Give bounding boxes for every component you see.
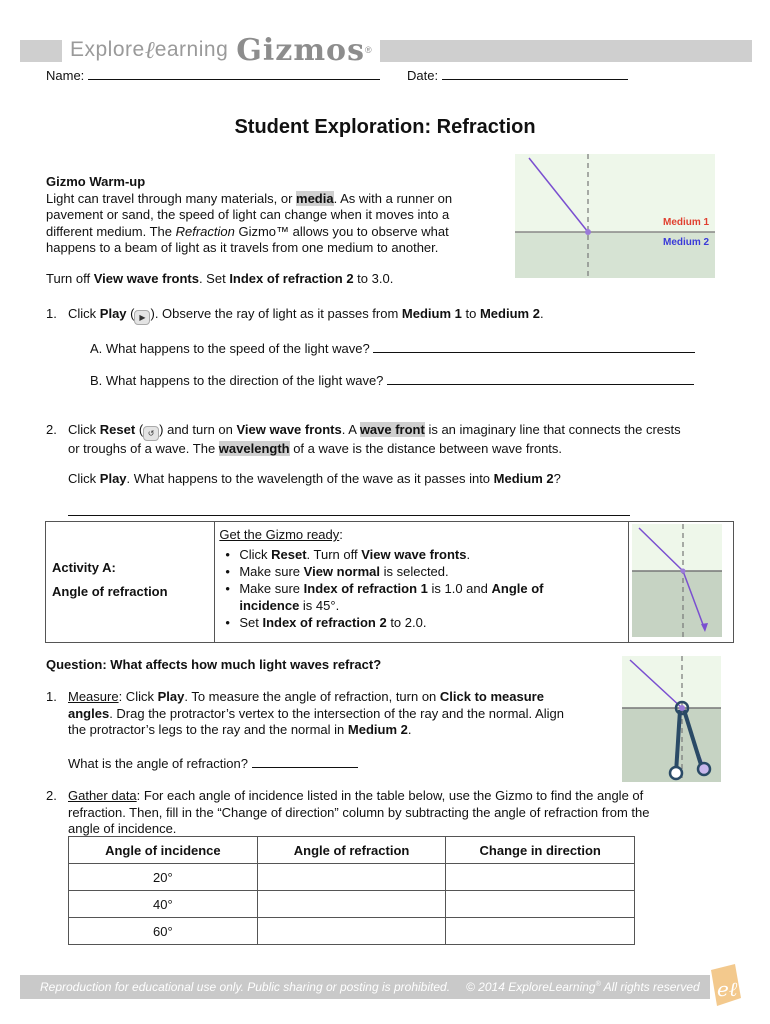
- table-header: Change in direction: [446, 837, 635, 864]
- footer-copyright: © 2014 ExploreLearning® All rights reserved: [466, 980, 700, 994]
- refraction-input-cell[interactable]: [257, 891, 446, 918]
- reset-icon: ↺: [143, 426, 159, 441]
- question-2: 2.: [46, 422, 57, 437]
- measure-step: Measure: Click Play. To measure the angle of refraction, turn on Click to measure angles. Drag the protractor’s vertex to the intersection of the ray and the normal. Align the protractor’s legs to the ray and the normal in Medium 2.: [68, 689, 564, 737]
- question-2-prompt: Click Play. What happens to the wavelength of the wave as it passes into Medium 2?: [68, 471, 561, 486]
- activity-diagram-cell: [629, 522, 734, 643]
- data-table: [68, 836, 635, 945]
- incidence-cell: 20°: [69, 864, 258, 891]
- question-1: 1.: [46, 306, 57, 321]
- gizmo-ready-cell: Get the Gizmo ready: • Click Reset. Turn off View wave fronts. • Make sure View normal is selected. • Make sure Index of refraction 1 is 1.0 and Angle of incidence is 45°. • Set Index of refraction 2 to 2.0.: [215, 522, 629, 643]
- play-icon: ▶: [134, 310, 150, 325]
- question-1-text: Click Play ( ▶ ). Observe the ray of light as it passes from Medium 1 to Medium 2.: [68, 306, 748, 325]
- activity-a-table: [45, 521, 734, 643]
- incidence-cell: 60°: [69, 918, 258, 945]
- gather-step: Gather data: For each angle of incidence listed in the table below, use the Gizmo to find the angle of refraction. Then, fill in the “Change of direction” column by subtracting the angle of refraction from the angle of incidence.: [68, 788, 650, 836]
- activity-diagram: [629, 522, 733, 639]
- angle-question[interactable]: What is the angle of refraction?: [68, 754, 358, 773]
- wavelength-term: wavelength: [218, 441, 290, 456]
- ready-steps: [219, 546, 624, 631]
- table-row: [69, 891, 635, 918]
- gather-num: 2.: [46, 788, 57, 803]
- question-1b[interactable]: B. What happens to the direction of the light wave?: [90, 371, 694, 390]
- brand-explore: Explore: [70, 38, 145, 61]
- date-blank[interactable]: [442, 66, 628, 80]
- brand-l: ℓ: [144, 35, 155, 64]
- media-term: media: [296, 190, 334, 206]
- wave-front-term: wave front: [359, 422, 425, 437]
- name-label: Name:: [46, 68, 85, 83]
- table-row: [69, 864, 635, 891]
- change-input-cell[interactable]: [446, 864, 635, 891]
- incidence-cell: 40°: [69, 891, 258, 918]
- turnoff-instruction: Turn off View wave fronts. Set Index of refraction 2 to 3.0.: [46, 271, 394, 286]
- answer-blank-1b[interactable]: [387, 371, 694, 385]
- main-question: Question: What affects how much light waves refract?: [46, 657, 382, 672]
- answer-blank-1a[interactable]: [373, 339, 695, 353]
- table-header: Angle of incidence: [69, 837, 258, 864]
- brand-reg: ®: [364, 45, 372, 55]
- table-row: [69, 918, 635, 945]
- table-header: Angle of refraction: [257, 837, 446, 864]
- page-title: Student Exploration: Refraction: [234, 116, 536, 138]
- table-header-row: [69, 837, 635, 864]
- brand-gizmos: Gizmos: [236, 32, 365, 68]
- svg-text:eℓ: eℓ: [717, 977, 738, 1001]
- answer-blank-angle[interactable]: [252, 754, 358, 768]
- warmup-section: Gizmo Warm-up Light can travel through many materials, or media. As with a runner on pavement or sand, the speed of light can change when it moves into a different medium. The Refraction Gizmo™ allows you to observe what happens to a beam of light as it travels from one medium to another.: [46, 174, 506, 257]
- answer-blank-2[interactable]: [68, 503, 630, 516]
- date-field[interactable]: [407, 66, 628, 83]
- name-blank[interactable]: [88, 66, 380, 80]
- refraction-diagram: [515, 154, 715, 278]
- refraction-input-cell[interactable]: [257, 918, 446, 945]
- question-1a[interactable]: A. What happens to the speed of the light wave?: [90, 339, 695, 358]
- question-2-text: Click Reset ( ↺ ) and turn on View wave fronts. A wave front is an imaginary line that connects the crests or troughs of a wave. The wavelength of a wave is the distance between wave fronts.: [68, 422, 681, 456]
- ready-step: • Make sure Index of refraction 1 is 1.0 and Angle of incidence is 45°.: [219, 580, 624, 614]
- medium1-label: Medium 1: [663, 217, 710, 228]
- change-input-cell[interactable]: [446, 918, 635, 945]
- brand-learning: earning: [154, 38, 229, 61]
- warmup-heading: Gizmo Warm-up: [46, 174, 146, 189]
- activity-label-cell: [46, 522, 215, 643]
- activity-label: Activity A:: [52, 560, 116, 575]
- ready-step: • Click Reset. Turn off View wave fronts.: [219, 546, 624, 563]
- brand-logo: [62, 30, 380, 70]
- activity-name: Angle of refraction: [52, 584, 168, 599]
- date-label: Date:: [407, 68, 439, 83]
- medium2-label: Medium 2: [663, 237, 710, 248]
- footer-notice: Reproduction for educational use only. Public sharing or posting is prohibited.: [40, 980, 451, 994]
- protractor-diagram: [622, 656, 721, 782]
- change-input-cell[interactable]: [446, 891, 635, 918]
- refraction-input-cell[interactable]: [257, 864, 446, 891]
- measure-num: 1.: [46, 689, 57, 704]
- el-logo-icon: [705, 962, 745, 1008]
- ready-step: • Set Index of refraction 2 to 2.0.: [219, 614, 624, 631]
- gizmo-ready-heading: Get the Gizmo ready: [219, 527, 340, 542]
- ready-step: • Make sure View normal is selected.: [219, 563, 624, 580]
- name-field[interactable]: [46, 66, 380, 83]
- footer-bar: [20, 975, 710, 999]
